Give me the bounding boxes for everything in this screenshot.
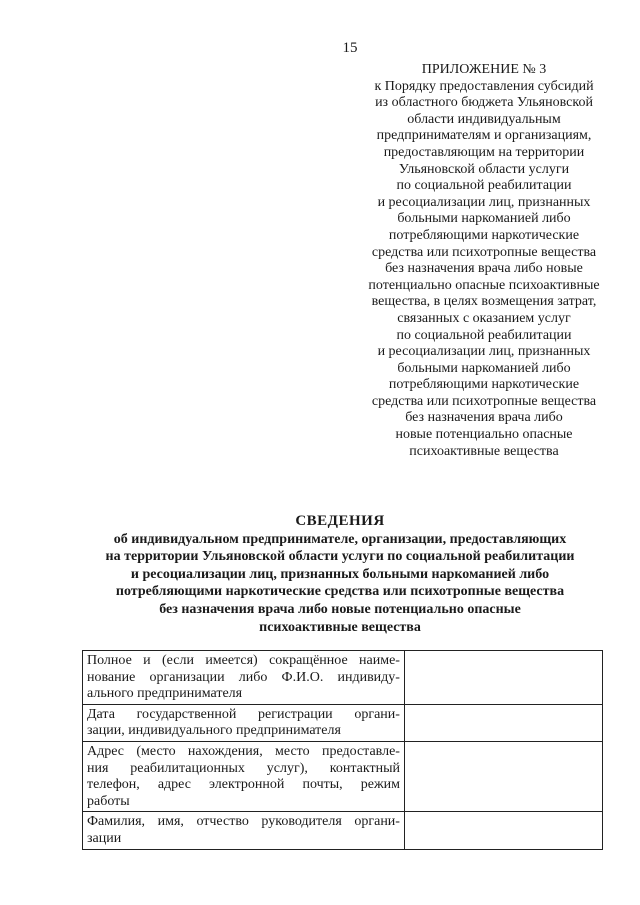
heading-line: психоактивные вещества bbox=[259, 619, 421, 635]
appendix-line: средства или психотропные вещества bbox=[371, 244, 597, 260]
appendix-line: области индивидуальным bbox=[407, 111, 561, 127]
row-label-line: нование организации либо Ф.И.О. индивиду- bbox=[87, 669, 400, 685]
row-label-line: Полное и (если имеется) сокращённое наиме- bbox=[87, 653, 400, 668]
appendix-line: вещества, в целях возмещения затрат, bbox=[371, 294, 597, 310]
table-row bbox=[83, 651, 603, 705]
row-value-cell bbox=[404, 651, 602, 705]
appendix-line: психоактивные вещества bbox=[409, 443, 559, 459]
row-value-cell bbox=[404, 812, 602, 849]
heading-line: об индивидуальном предпринимателе, организации, предоставляющих bbox=[113, 531, 567, 547]
appendix-line: больными наркоманией либо bbox=[397, 211, 571, 227]
heading-line: и ресоциализации лиц, признанных больными наркоманией либо bbox=[130, 566, 550, 582]
row-label-cell bbox=[83, 651, 405, 705]
row-label-cell bbox=[83, 812, 405, 849]
heading-line: без назначения врача либо новые потенциально опасные bbox=[159, 601, 521, 617]
row-label-line: ния реабилитационных услуг), контактный bbox=[87, 760, 400, 776]
row-label-line: Фамилия, имя, отчество руководителя органи- bbox=[87, 814, 400, 830]
appendix-line: больными наркоманией либо bbox=[397, 360, 571, 376]
appendix-line: потребляющими наркотические bbox=[388, 227, 580, 243]
appendix-line: предпринимателям и организациям, bbox=[376, 128, 592, 144]
row-label-cell bbox=[83, 741, 405, 811]
appendix-line: и ресоциализации лиц, признанных bbox=[377, 344, 591, 360]
appendix-line: по социальной реабилитации bbox=[396, 178, 572, 194]
info-table bbox=[82, 650, 603, 850]
appendix-header bbox=[344, 62, 624, 460]
row-label-line: работы bbox=[87, 793, 130, 809]
appendix-line: без назначения врача либо новые bbox=[385, 261, 583, 277]
row-label-line: зации, индивидуального предпринимателя bbox=[87, 723, 341, 739]
row-value-cell bbox=[404, 704, 602, 741]
heading-title: СВЕДЕНИЯ bbox=[295, 513, 385, 529]
heading-line: на территории Ульяновской области услуги по социальной реабилитации bbox=[105, 549, 575, 565]
page-number: 15 bbox=[342, 40, 358, 56]
row-label-line: зации bbox=[87, 830, 122, 846]
appendix-line: новые потенциально опасные bbox=[395, 427, 573, 443]
appendix-line: к Порядку предоставления субсидий bbox=[374, 78, 594, 94]
heading-line: потребляющими наркотические средства или психотропные вещества bbox=[115, 584, 565, 600]
appendix-line: связанных с оказанием услуг bbox=[397, 310, 571, 326]
appendix-line: потребляющими наркотические bbox=[388, 377, 580, 393]
appendix-line: из областного бюджета Ульяновской bbox=[375, 95, 593, 111]
appendix-line: Ульяновской области услуги bbox=[398, 161, 570, 177]
appendix-title: ПРИЛОЖЕНИЕ № 3 bbox=[421, 62, 547, 77]
table-row bbox=[83, 704, 603, 741]
row-label-line: телефон, адрес электронной почты, режим bbox=[87, 777, 400, 793]
appendix-line: по социальной реабилитации bbox=[396, 327, 572, 343]
appendix-line: и ресоциализации лиц, признанных bbox=[377, 194, 591, 210]
table-row bbox=[83, 741, 603, 811]
appendix-line: потенциально опасные психоактивные bbox=[368, 277, 600, 293]
row-label-line: ального предпринимателя bbox=[87, 686, 243, 702]
table-row bbox=[83, 812, 603, 849]
appendix-line: без назначения врача либо bbox=[405, 410, 563, 426]
row-value-cell bbox=[404, 741, 602, 811]
appendix-line: средства или психотропные вещества bbox=[371, 393, 597, 409]
row-label-cell bbox=[83, 704, 405, 741]
row-label-line: Адрес (место нахождения, место предоставле- bbox=[87, 743, 400, 759]
document-heading bbox=[80, 513, 600, 636]
row-label-line: Дата государственной регистрации органи- bbox=[87, 706, 400, 722]
appendix-line: предоставляющим на территории bbox=[383, 144, 585, 160]
